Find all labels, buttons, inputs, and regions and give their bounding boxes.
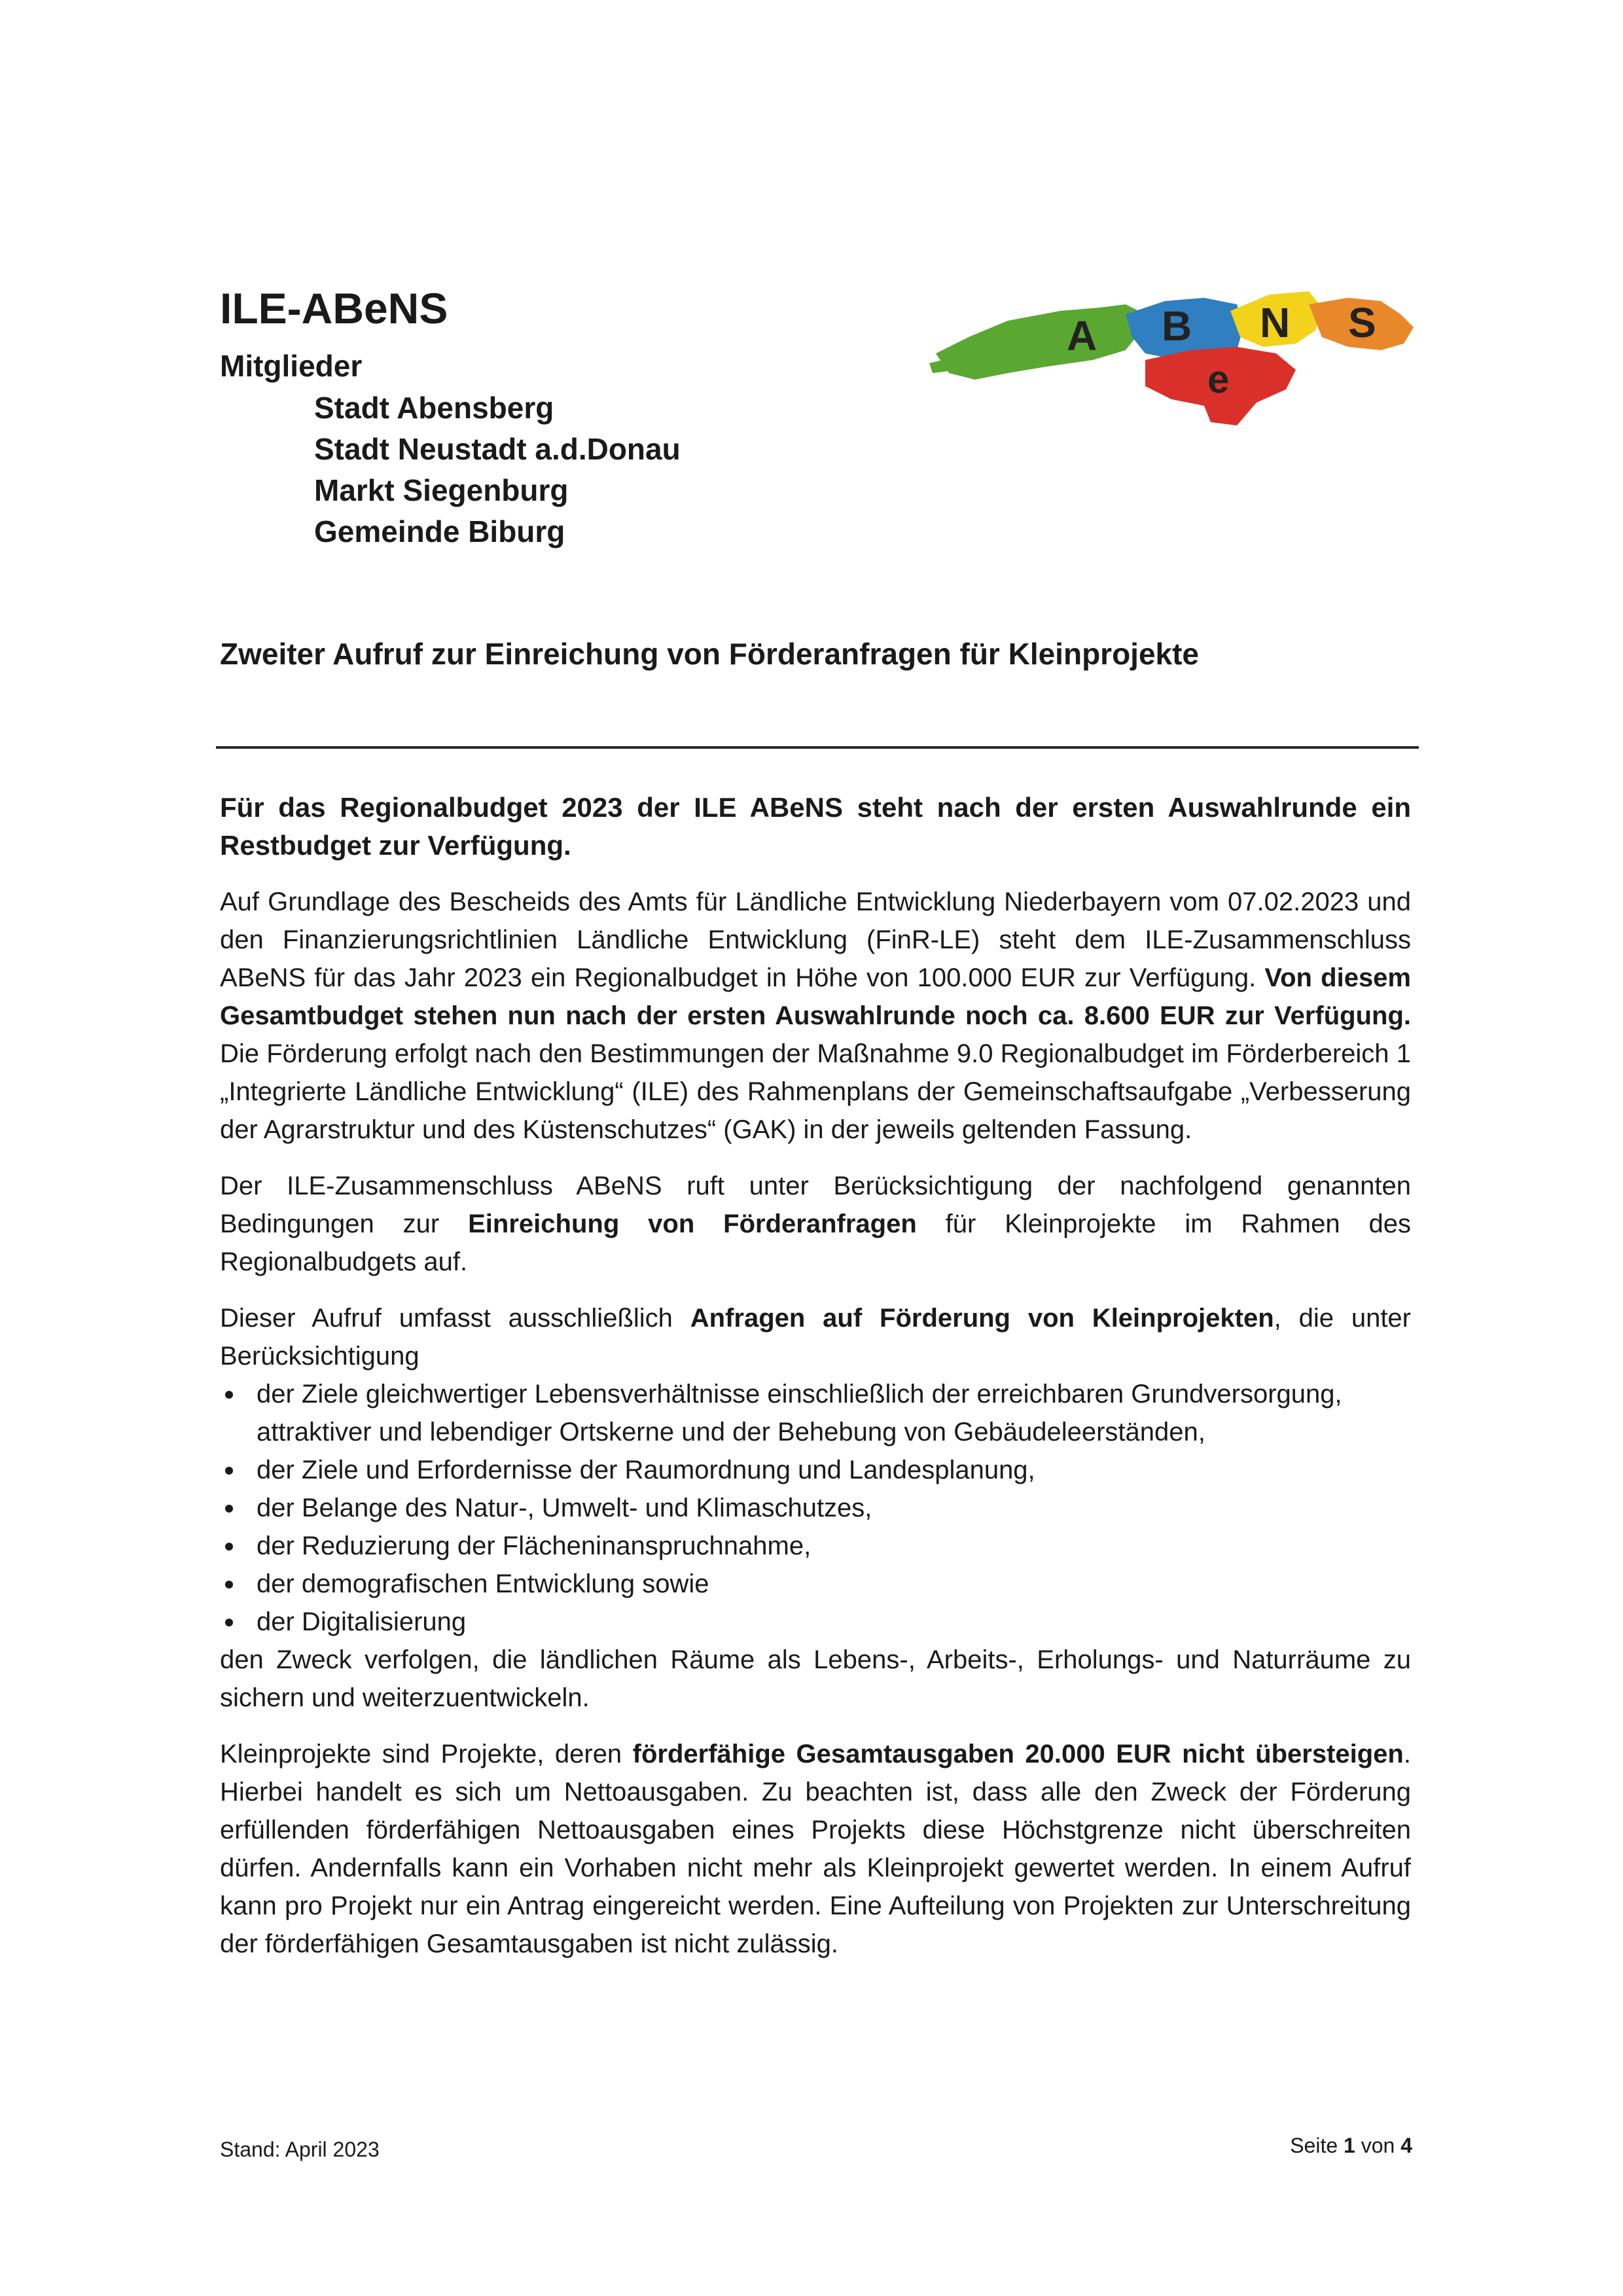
criteria-item: der Reduzierung der Flächeninanspruchnahme, (257, 1527, 1411, 1565)
paragraph-text: Der ILE-Zusammenschluss ABeNS ruft unter Berücksichtigung der nachfolgend genannten Bedingungen zur (220, 1172, 1411, 1238)
criteria-list (220, 1375, 1411, 1641)
paragraph-emphasis: Einreichung von Förderanfragen (468, 1210, 917, 1238)
page-current: 1 (1344, 2134, 1355, 2157)
member-item: Stadt Abensberg (314, 391, 554, 425)
paragraph-kleinprojekte (220, 1735, 1411, 1963)
logo-letter-a: A (1067, 312, 1097, 359)
paragraph-budget (220, 883, 1411, 1149)
document-heading: Zweiter Aufruf zur Einreichung von Förderanfragen für Kleinprojekte (220, 637, 1200, 671)
paragraph-text: . Hierbei handelt es sich um Nettoausgaben. Zu beachten ist, dass alle den Zweck der Förderung erfüllenden förderfähigen Nettoausgaben eines Projekts diese Höchstgrenze nicht überschreiten dürfen. Andernfalls kann ein Vorhaben nicht mehr als Kleinprojekt gewertet werden. In einem Aufruf kann pro Projekt nur ein Antrag eingereicht werden. Eine Aufteilung von Projekten zur Unterschreitung der förderfähigen Gesamtausgaben ist nicht zulässig. (220, 1740, 1411, 1958)
footer-page-number (1290, 2134, 1412, 2158)
members-list (314, 387, 681, 552)
member-item: Gemeinde Biburg (314, 514, 565, 548)
paragraph-text: Auf Grundlage des Bescheids des Amts für Ländliche Entwicklung Niederbayern vom 07.02.2023 und den Finanzierungsrichtlinien Ländliche Entwicklung (FinR-LE) steht dem ILE-Zusammenschluss ABeNS für das Jahr 2023 ein Regionalbudget in Höhe von 100.000 EUR zur Verfügung. (220, 888, 1411, 992)
paragraph-text: , die unter Berücksichtigung (220, 1304, 1411, 1371)
page-total: 4 (1400, 2134, 1412, 2157)
paragraph-purpose: den Zweck verfolgen, die ländlichen Räume als Lebens-, Arbeits-, Erholungs- und Naturräume zu sichern und weiterzuentwickeln. (220, 1645, 1411, 1712)
page-prefix: Seite (1290, 2134, 1344, 2157)
logo-letter-n: N (1260, 299, 1291, 346)
paragraph-text: Die Förderung erfolgt nach den Bestimmungen der Maßnahme 9.0 Regionalbudget im Förderbereich 1 „Integrierte Ländliche Entwicklung“ (ILE) des Rahmenplans der Gemeinschaftsaufgabe „Verbesserung der Agrarstruktur und des Küstenschutzes“ (GAK) in der jeweils geltenden Fassung. (220, 1039, 1411, 1144)
logo-letter-b: B (1162, 302, 1192, 350)
criteria-item: der Digitalisierung (257, 1603, 1411, 1641)
criteria-item: der Ziele und Erfordernisse der Raumordnung und Landesplanung, (257, 1451, 1411, 1489)
divider (216, 746, 1419, 749)
member-item: Stadt Neustadt a.d.Donau (314, 432, 681, 466)
member-item: Markt Siegenburg (314, 473, 569, 507)
page-mid: von (1355, 2134, 1401, 2157)
criteria-item: der Belange des Natur-, Umwelt- und Klimaschutzes, (257, 1489, 1411, 1527)
lead-paragraph: Für das Regionalbudget 2023 der ILE ABeNS steht nach der ersten Auswahlrunde ein Restbudget zur Verfügung. (220, 792, 1411, 861)
paragraph-text: Dieser Aufruf umfasst ausschließlich (220, 1304, 690, 1333)
footer-date: Stand: April 2023 (220, 2138, 380, 2161)
members-label: Mitglieder (220, 349, 363, 383)
paragraph-emphasis: Von diesem Gesamtbudget stehen nun nach der ersten Auswahlrunde noch ca. 8.600 EUR zur Verfügung. (220, 963, 1411, 1030)
criteria-item: der demografischen Entwicklung sowie (257, 1565, 1411, 1603)
document-body (220, 789, 1411, 1981)
paragraph-call (220, 1167, 1411, 1281)
logo-letter-s: S (1348, 299, 1376, 346)
logo-piece-green (936, 304, 1145, 380)
paragraph-text: für Kleinprojekte im Rahmen des Regionalbudgets auf. (220, 1210, 1411, 1276)
paragraph-text: Kleinprojekte sind Projekte, deren (220, 1740, 633, 1768)
criteria-item: der Ziele gleichwertiger Lebensverhältnisse einschließlich der erreichbaren Grundversorgung, attraktiver und lebendiger Ortskerne und der Behebung von Gebäudeleerständen, (257, 1375, 1411, 1451)
abens-puzzle-logo (929, 275, 1420, 445)
paragraph-emphasis: Anfragen auf Förderung von Kleinprojekten (690, 1304, 1274, 1333)
paragraph-emphasis: förderfähige Gesamtausgaben 20.000 EUR nicht übersteigen (632, 1740, 1404, 1768)
paragraph-scope (220, 1299, 1411, 1375)
org-title: ILE-ABeNS (220, 284, 448, 332)
logo-letter-e: e (1207, 357, 1230, 401)
